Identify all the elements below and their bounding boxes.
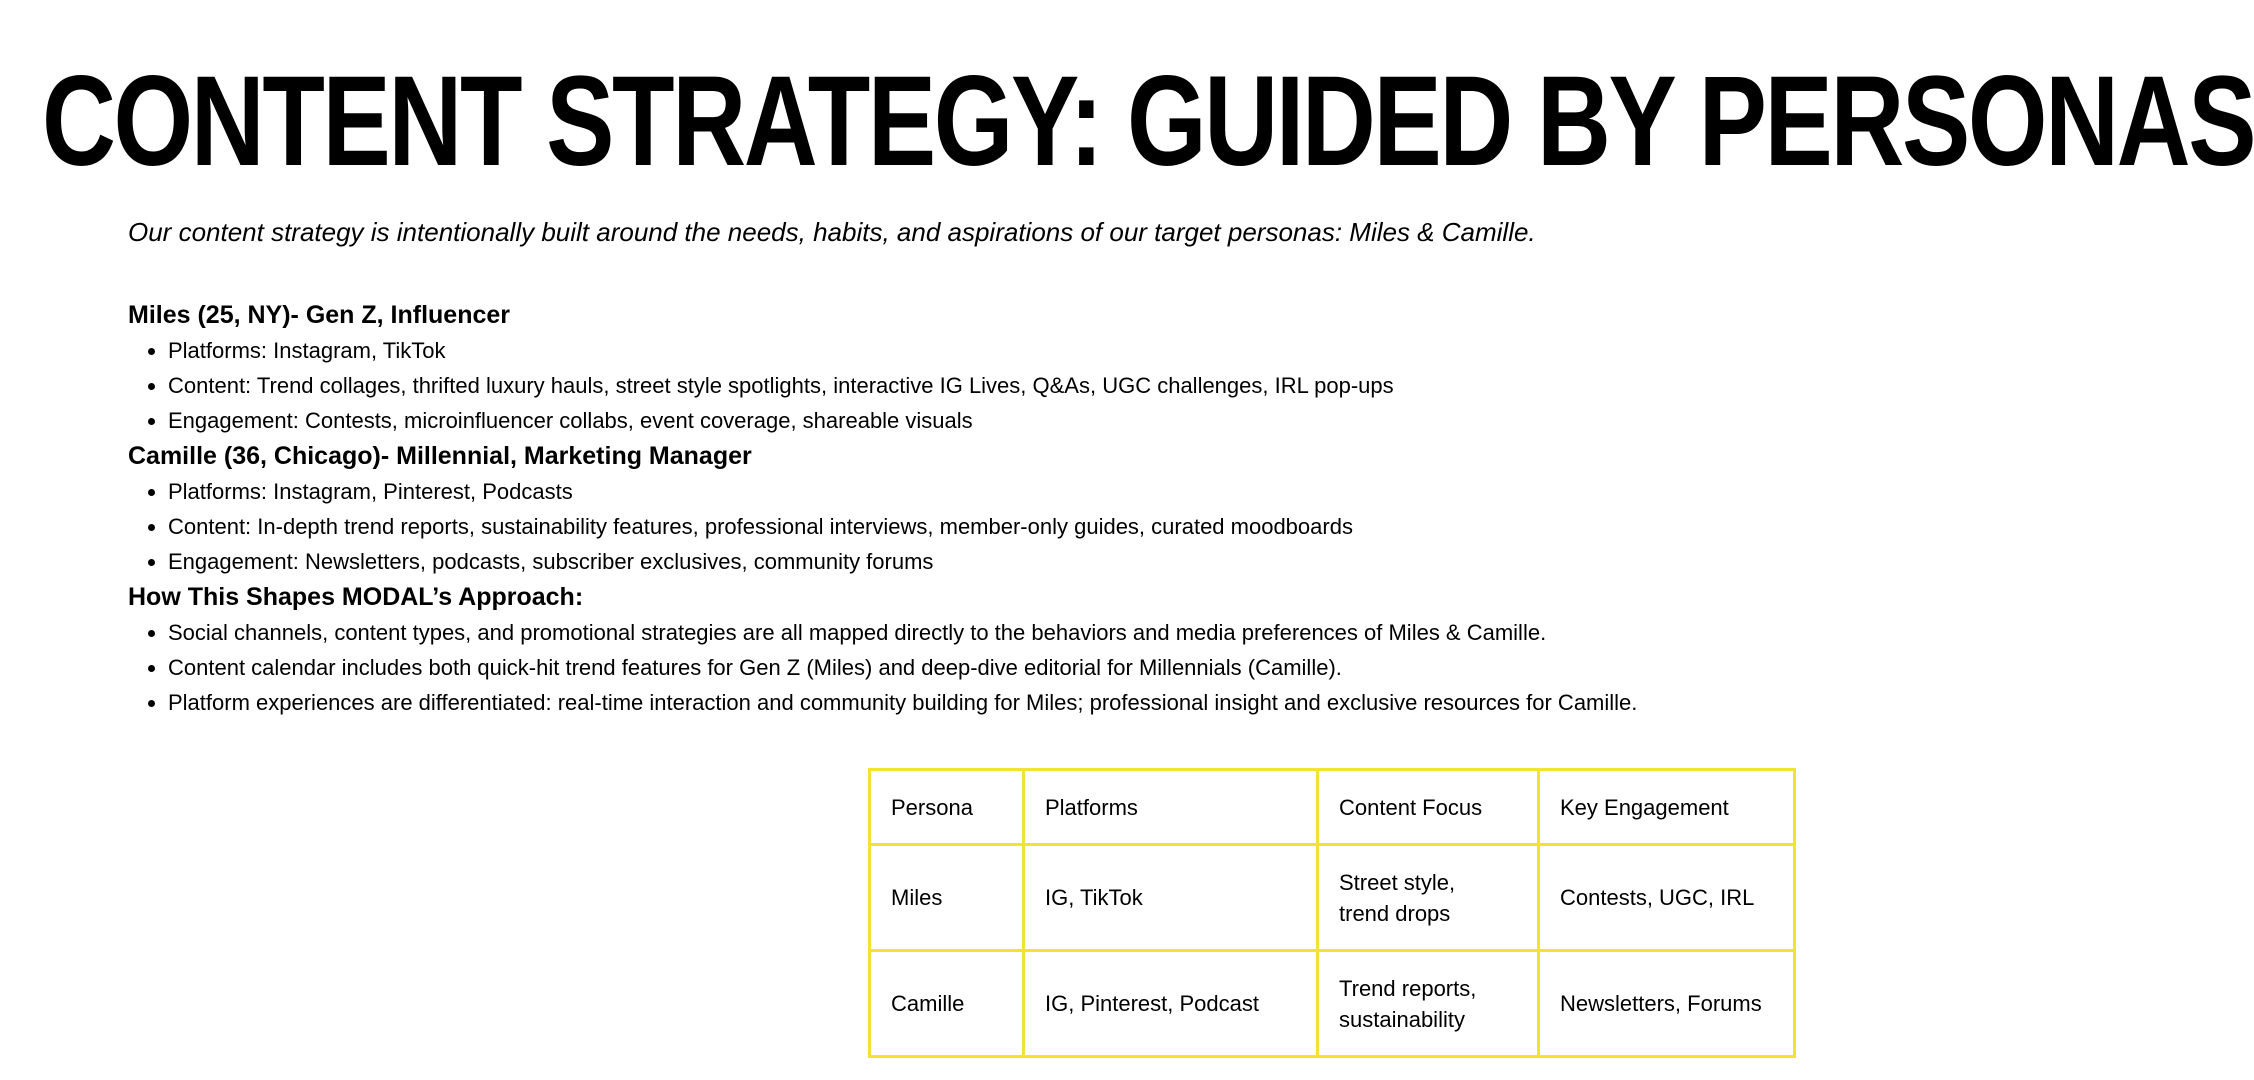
bullet-item: • Engagement: Newsletters, podcasts, subscriber exclusives, community forums [168, 544, 1828, 579]
persona-sections [128, 297, 1828, 720]
bullet-list-camille [128, 474, 1828, 579]
table-header-cell: Persona [870, 770, 1024, 845]
table-cell: Miles [870, 845, 1024, 951]
table-cell: Street style, trend drops [1318, 845, 1539, 951]
page-title: CONTENT STRATEGY: GUIDED BY PERSONAS [42, 50, 2254, 193]
table-cell: IG, TikTok [1024, 845, 1318, 951]
table-header-cell: Key Engagement [1539, 770, 1795, 845]
section-heading-camille: Camille (36, Chicago)- Millennial, Marketing Manager [128, 442, 752, 470]
intro-text: Our content strategy is intentionally built around the needs, habits, and aspirations of our target personas: Miles & Camille. [128, 217, 1536, 247]
table-header-cell: Content Focus [1318, 770, 1539, 845]
persona-table [868, 768, 1796, 1058]
table-cell: Contests, UGC, IRL [1539, 845, 1795, 951]
bullet-list-miles [128, 333, 1828, 438]
bullet-item: • Content calendar includes both quick-hit trend features for Gen Z (Miles) and deep-dive editorial for Millennials (Camille). [168, 650, 1828, 685]
bullet-item: • Content: Trend collages, thrifted luxury hauls, street style spotlights, interactive IG Lives, Q&As, UGC challenges, IRL pop-ups [168, 368, 1828, 403]
table-header-row [870, 770, 1795, 845]
bullet-item: • Content: In-depth trend reports, sustainability features, professional interviews, member-only guides, curated moodboards [168, 509, 1828, 544]
bullet-item: • Platform experiences are differentiated: real-time interaction and community building for Miles; professional insight and exclusive resources for Camille. [168, 685, 1828, 720]
table-cell: Newsletters, Forums [1539, 951, 1795, 1057]
table-row [870, 951, 1795, 1057]
bullet-item: • Platforms: Instagram, TikTok [168, 333, 1828, 368]
table-cell: Camille [870, 951, 1024, 1057]
table-header-cell: Platforms [1024, 770, 1318, 845]
bullet-item: • Social channels, content types, and promotional strategies are all mapped directly to the behaviors and media preferences of Miles & Camille. [168, 615, 1828, 650]
section-heading-approach: How This Shapes MODAL’s Approach: [128, 583, 584, 611]
table-cell: Trend reports, sustainability [1318, 951, 1539, 1057]
table-row [870, 845, 1795, 951]
bullet-list-approach [128, 615, 1828, 720]
persona-summary-table [868, 768, 1796, 1058]
bullet-item: • Engagement: Contests, microinfluencer collabs, event coverage, shareable visuals [168, 403, 1828, 438]
table-cell: IG, Pinterest, Podcast [1024, 951, 1318, 1057]
bullet-item: • Platforms: Instagram, Pinterest, Podcasts [168, 474, 1828, 509]
section-heading-miles: Miles (25, NY)- Gen Z, Influencer [128, 301, 511, 329]
